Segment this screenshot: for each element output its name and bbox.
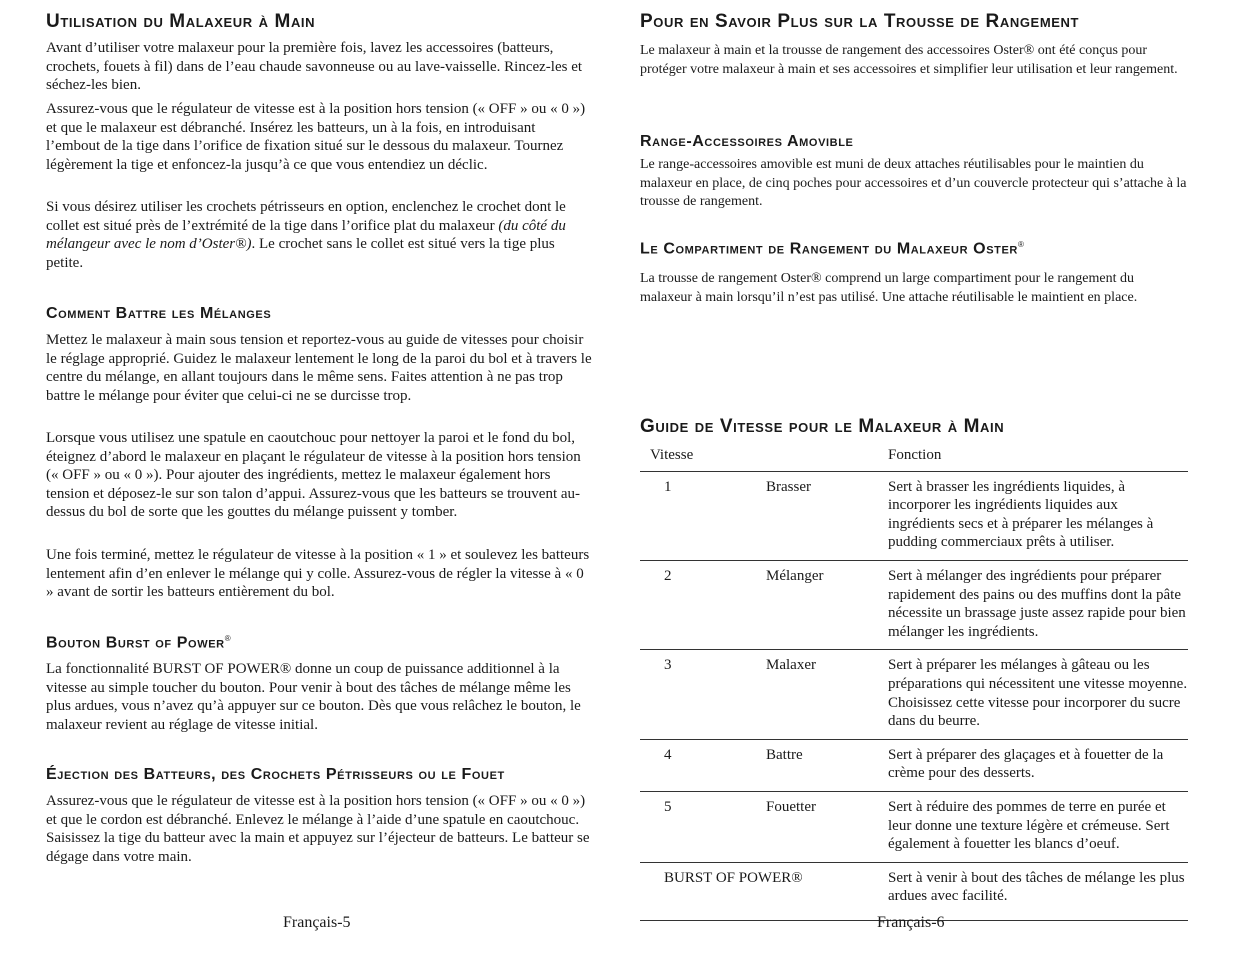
table-row	[640, 560, 1188, 649]
speed-function: Sert à venir à bout des tâches de mélange les plus ardues avec facilité.	[888, 862, 1188, 920]
paragraph: Le malaxeur à main et la trousse de rangement des accessoires Oster® ont été conçus pour protéger votre malaxeur à main et ses accessoires et simplifier leur utilisation et leur rangement.	[640, 43, 1178, 77]
table-row	[640, 650, 1188, 739]
section-title-compartiment	[640, 240, 1188, 258]
section-title-burst	[46, 634, 592, 652]
speed-name: Brasser	[766, 471, 888, 560]
paragraph: Une fois terminé, mettez le régulateur de vitesse à la position « 1 » et soulevez les batteurs lentement afin d’en enlever le mélange qui y colle. Assurez-vous de régler la vitesse à « 0 » avant de sortir les batteurs entièrement du bol.	[46, 547, 590, 601]
speed-function: Sert à brasser les ingrédients liquides, à incorporer les ingrédients liquides aux ingrédients secs et à préparer les mélanges à pudding commerciaux prêts à utiliser.	[888, 471, 1188, 560]
burst-label: BURST OF POWER®	[640, 862, 888, 920]
paragraph: Assurez-vous que le régulateur de vitesse est à la position hors tension (« OFF » ou « 0 ») et que le malaxeur est débranché. Insérez les batteurs, un à la fois, en introduisant l’embout de la tige dans l’orifice de fixation situé sur le dessous du malaxeur. Tournez légèrement la tige et enfoncez-la jusqu’à ce que vous entendiez un déclic.	[46, 101, 586, 173]
speed-function: Sert à mélanger des ingrédients pour préparer rapidement des pains ou des muffins dont la pâte nécessite un brassage juste assez rapide pour bien mélanger les ingrédients.	[888, 560, 1188, 649]
table-row	[640, 791, 1188, 862]
speed-function: Sert à préparer les mélanges à gâteau ou les préparations qui nécessitent une vitesse moyenne. Choisissez cette vitesse pour incorporer du sucre dans du beurre.	[888, 650, 1188, 739]
italic-text: (du côté du mélangeur avec le nom d’Oster®)	[46, 217, 566, 253]
section-title-guide-vitesse: Guide de Vitesse pour le Malaxeur à Main	[640, 416, 1005, 437]
page-number: Français-5	[283, 914, 351, 931]
heading-text: Bouton Burst of Power	[46, 634, 225, 652]
speed-guide-table	[640, 446, 1188, 921]
speed-number: 5	[640, 791, 766, 862]
paragraph: Lorsque vous utilisez une spatule en caoutchouc pour nettoyer la paroi et le fond du bol, éteignez d’abord le malaxeur en plaçant le régulateur de vitesse à la position hors tension (« OFF » ou « 0 »). Pour ajouter des ingrédients, mettez le malaxeur également hors tension et déposez-le sur son talon d’appui. Assurez-vous que les batteurs se trouvent au-dessus du bol de sorte que les gouttes du mélange puissent y tomber.	[46, 430, 581, 521]
speed-number: 1	[640, 471, 766, 560]
section-title-utilisation: Utilisation du Malaxeur à Main	[46, 11, 316, 32]
speed-number: 4	[640, 739, 766, 791]
paragraph: Le range-accessoires amovible est muni de deux attaches réutilisables pour le maintien du malaxeur en place, de cinq poches pour accessoires et d’un couvercle protecteur qui s’attache à la trousse de rangement.	[640, 157, 1187, 210]
table-row	[640, 471, 1188, 560]
section-title-ejection: Éjection des Batteurs, des Crochets Pétrisseurs ou le Fouet	[46, 766, 505, 783]
speed-name: Battre	[766, 739, 888, 791]
paragraph: Assurez-vous que le régulateur de vitesse est à la position hors tension (« OFF » ou « 0 ») et que le cordon est débranché. Enlevez le mélange à l’aide d’une spatule en caoutchouc. Saisissez la tige du batteur avec la main et appuyez sur l’éjecteur de batteurs. Le batteur se dégage dans votre main.	[46, 793, 590, 865]
paragraph: Avant d’utiliser votre malaxeur pour la première fois, lavez les accessoires (batteurs, crochets, fouets à fil) dans de l’eau chaude savonneuse ou au lave-vaisselle. Rincez-les et séchez-les bien.	[46, 40, 583, 94]
table-header-row	[640, 446, 1188, 471]
section-title-trousse: Pour en Savoir Plus sur la Trousse de Rangement	[640, 11, 1080, 32]
paragraph	[46, 198, 592, 272]
column-header-fonction: Fonction	[888, 447, 942, 463]
page-number: Français-6	[877, 914, 945, 931]
text-span: Si vous désirez utiliser les crochets pétrisseurs en option, enclenchez le crochet dont le collet est situé près de l’extrémité de la tige dans l’orifice plat du malaxeur	[46, 199, 566, 234]
speed-number: 3	[640, 650, 766, 739]
speed-function: Sert à préparer des glaçages et à fouetter de la crème pour des desserts.	[888, 739, 1188, 791]
heading-text: Le Compartiment de Rangement du Malaxeur Oster	[640, 240, 1018, 258]
table-row	[640, 739, 1188, 791]
speed-name: Malaxer	[766, 650, 888, 739]
registered-mark: ®	[1017, 240, 1025, 249]
speed-name: Fouetter	[766, 791, 888, 862]
paragraph: La trousse de rangement Oster® comprend un large compartiment pour le rangement du malaxeur à main lorsqu’il n’est pas utilisé. Une attache réutilisable le maintient en place.	[640, 271, 1138, 305]
speed-number: 2	[640, 560, 766, 649]
paragraph: Mettez le malaxeur à main sous tension et reportez-vous au guide de vitesses pour choisir le réglage approprié. Guidez le malaxeur lentement le long de la paroi du bol et à travers le centre du mélange, en allant toujours dans le même sens. Faites attention à ne pas trop battre le mélange pour éviter que celui-ci ne se durcisse trop.	[46, 332, 592, 404]
text-span: . Le crochet sans le collet est situé vers la tige plus petite.	[46, 236, 555, 271]
column-header-vitesse: Vitesse	[650, 447, 694, 463]
speed-function: Sert à réduire des pommes de terre en purée et leur donne une texture légère et crémeuse. Sert également à fouetter les blancs d’oeuf.	[888, 791, 1188, 862]
registered-mark: ®	[224, 634, 232, 643]
section-title-comment-battre: Comment Battre les Mélanges	[46, 305, 272, 322]
section-title-range-accessoires: Range-Accessoires Amovible	[640, 133, 854, 150]
table-row-burst	[640, 862, 1188, 920]
speed-name: Mélanger	[766, 560, 888, 649]
paragraph: La fonctionnalité BURST OF POWER® donne un coup de puissance additionnel à la vitesse au simple toucher du bouton. Pour venir à bout des tâches de mélange même les plus ardues, vous n’avez qu’à appuyer sur ce bouton. Dès que vous relâchez le bouton, le malaxeur revient au réglage de vitesse initial.	[46, 661, 581, 733]
